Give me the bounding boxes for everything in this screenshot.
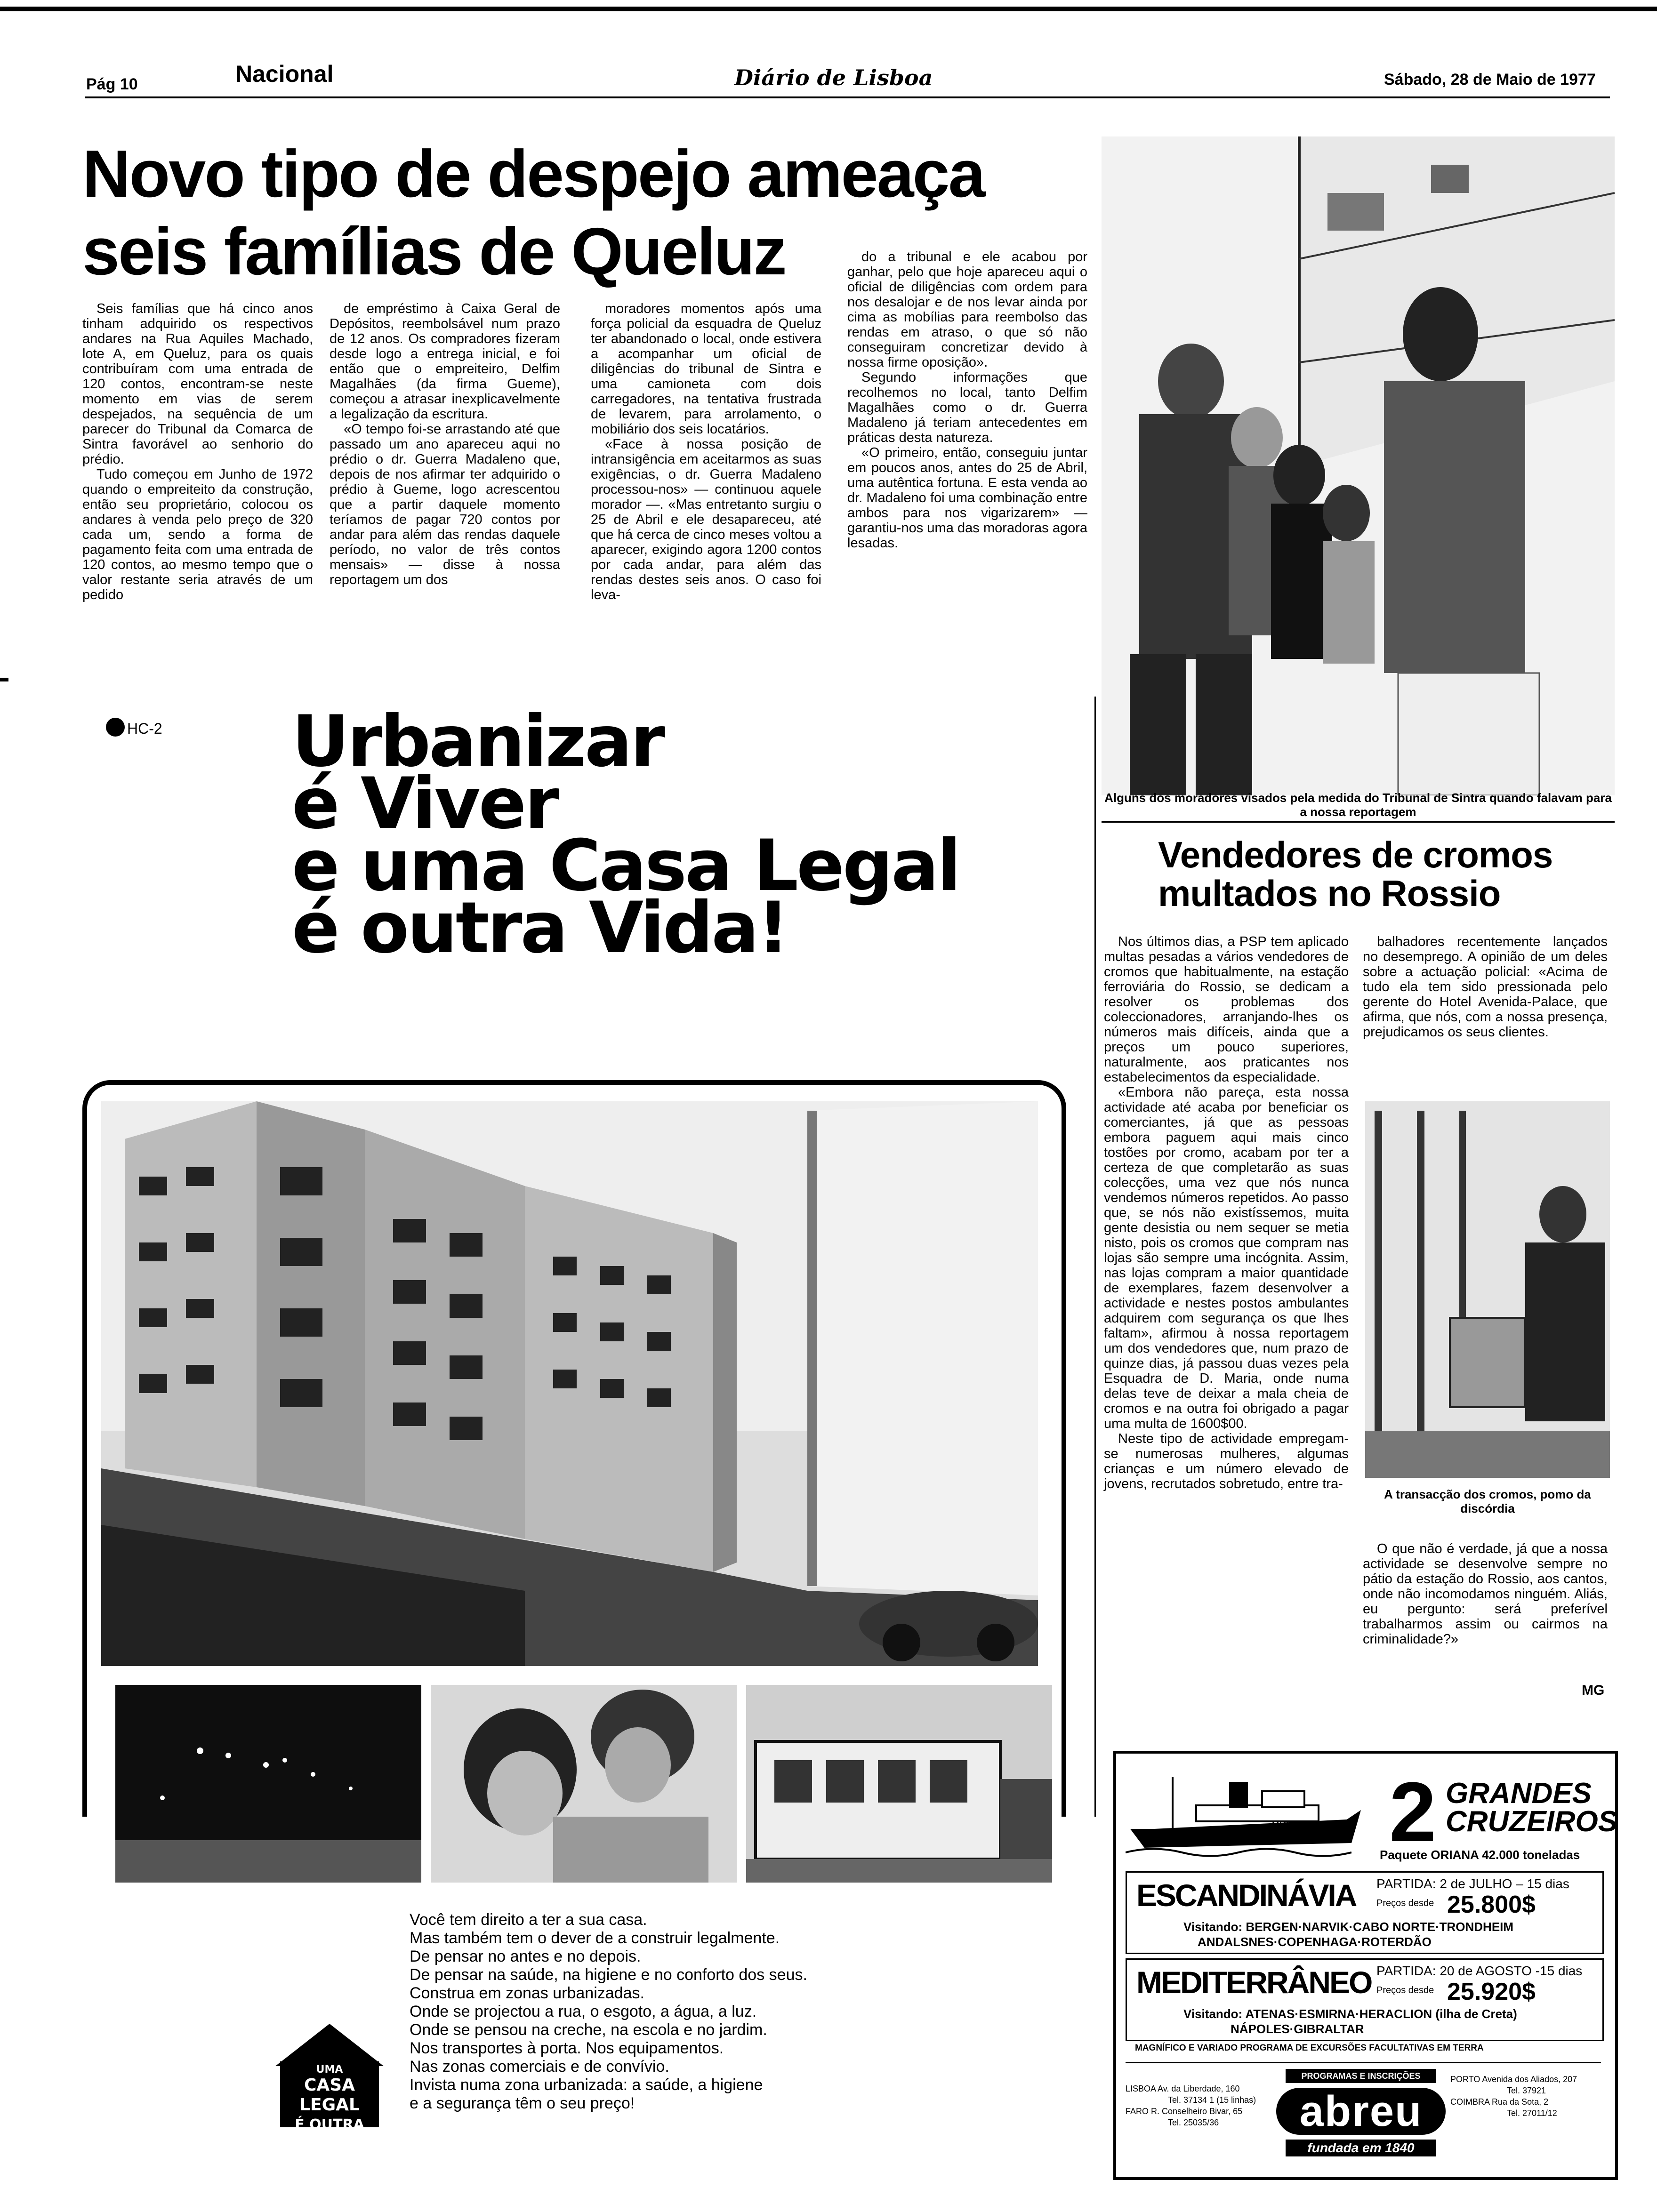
ad-headline-line: e uma Casa Legal xyxy=(292,825,959,907)
margin-mark xyxy=(0,678,8,681)
route-name: MEDITERRÂNEO xyxy=(1136,1965,1372,2000)
casa-legal-text xyxy=(280,2061,379,2153)
paragraph: Neste tipo de actividade empregam-se numerosas mulheres, algumas crianças e um número elevado de jovens, recrutados sobretudo, entre tra- xyxy=(1104,1431,1349,1491)
route-mediterranean xyxy=(1126,1958,1604,2041)
ad-body xyxy=(410,1911,1022,2113)
route-name: ESCANDINÁVIA xyxy=(1136,1878,1356,1913)
paragraph: Tudo começou em Junho de 1972 quando o empreiteito da construção, então seu proprietário, colocou os andares à venda pelo preço de 320 cada um, sendo a forma de pagamento feita com uma entrada de 120 contos, ao mesmo tempo que o valor restante seria através de um pedido xyxy=(82,467,313,602)
house-roof-icon xyxy=(275,2024,384,2066)
ad-headline-line: Urbanizar xyxy=(292,701,664,783)
cromos-photo xyxy=(1365,1101,1610,1478)
paragraph: Segundo informações que recolhemos no local, tanto Delfim Magalhães como o dr. Guerra Madaleno já teriam antecedentes em práticas desta natureza. xyxy=(847,370,1087,445)
lisboa-address xyxy=(1126,2083,1271,2128)
route-visiting: Visitando: ATENAS·ESMIRNA·HERACLION (ilha de Creta) xyxy=(1183,2007,1517,2021)
story2-rule xyxy=(1102,821,1615,823)
ship-icon xyxy=(1126,1758,1370,1857)
ship-name: ORIANA xyxy=(1271,1819,1309,1830)
paragraph: «O primeiro, então, conseguiu juntar em poucos anos, antes do 25 de Abril, uma autêntica fortuna. E esta venda ao dr. Madaleno foi uma combinação entre ambos para nos vigarizarem» — garantiu-nos uma das moradoras agora lesadas. xyxy=(847,445,1087,551)
night-street-photo xyxy=(115,1685,421,1883)
route-departure: PARTIDA: 2 de JULHO – 15 dias xyxy=(1376,1876,1569,1891)
address-line: Tel. 27011/12 xyxy=(1507,2108,1557,2118)
paragraph: do a tribunal e ele acabou por ganhar, pelo que hoje apareceu aqui o oficial de diligências com ordem para nos desalojar e de nos levar ainda por cima as mobílias para reembolso das rendas em atraso, o que só não conseguiram concretizar devido à nossa firme oposição». xyxy=(847,249,1087,370)
address-line: LISBOA Av. da Liberdade, 160 xyxy=(1126,2084,1240,2093)
story1-column-3 xyxy=(591,301,821,602)
page-number: Pág 10 xyxy=(86,75,138,93)
ad-body-line: De pensar na saúde, na higiene e no conforto dos seus. xyxy=(410,1966,807,1984)
route-scandinavia xyxy=(1126,1871,1604,1954)
buildings-photo xyxy=(101,1101,1038,1666)
tram-photo xyxy=(746,1685,1052,1883)
ad-body-line: Invista numa zona urbanizada: a saúde, a higiene xyxy=(410,2076,763,2094)
address-line: PORTO Avenida dos Aliados, 207 xyxy=(1450,2075,1577,2084)
story1-photo-caption: Alguns dos moradores visados pela medida do Tribunal de Sintra quando falavam para a nossa reportagem xyxy=(1104,791,1612,819)
paragraph: Nos últimos dias, a PSP tem aplicado multas pesadas a vários vendedores de cromos que habitualmente, na estação ferroviária do Rossio, se dedicam a resolver os problemas dos coleccionadores, arranjando-lhes os números mais difíceis, ainda que a preços um pouco superiores, naturalmente, aos praticantes nos estabelecimentos da especialidade. xyxy=(1104,934,1349,1085)
paragraph: Seis famílias que há cinco anos tinham adquirido os respectivos andares na Rua Aquiles Machado, lote A, em Queluz, para os quais contribuíram com uma entrada de 120 contos, encontram-se neste momento em vias de serem despejados, na sequência de um parecer do Tribunal da Comarca de Sintra favorável ao senhorio do prédio. xyxy=(82,301,313,467)
story2-headline-line: Vendedores de cromos xyxy=(1158,834,1553,875)
logo-line: É OUTRA VIDA xyxy=(295,2116,364,2153)
address-line: Tel. 25035/36 xyxy=(1168,2118,1219,2127)
route-price: 25.800$ xyxy=(1447,1891,1536,1918)
story1-column-1 xyxy=(82,301,313,602)
ad-body-line: e a segurança têm o seu preço! xyxy=(410,2094,635,2112)
paragraph: «Embora não pareça, esta nossa actividade até acaba por beneficiar os comerciantes, já que as pessoas embora paguem aqui mais cinco tostões por cromo, acabam por ter a certeza de que completarão as suas colecções, uma vez que nós nunca vendemos números repetidos. Ao passo que, se nós não existíssemos, muita gente desistia ou nem sequer se metia nisto, pois os cromos que compram nas lojas são sempre uma incógnita. Assim, nas lojas compram a maior quantidade de exemplares, fazem desenvolver a actividade e nestes postos ambulantes adquirem com segurança os que lhes faltam», afirmou à nossa reportagem um dos vendedores que, num prazo de quinze dias, já passou duas vezes pela Esquadra de D. Maria, onde numa delas teve de deixar a mala cheia de cromos e na outra foi obrigado a pagar uma multa de 1600$00. xyxy=(1104,1085,1349,1431)
price-label: Preços desde xyxy=(1376,1985,1434,1996)
story2-headline-line: multados no Rossio xyxy=(1158,873,1501,914)
route-departure: PARTIDA: 20 de AGOSTO -15 dias xyxy=(1376,1964,1583,1978)
story2-column-2-continued xyxy=(1363,1541,1608,1647)
ship-line: Paquete ORIANA 42.000 toneladas xyxy=(1380,1848,1580,1862)
residents-photo xyxy=(1102,136,1615,795)
story2-column-2 xyxy=(1363,934,1608,1040)
column-rule xyxy=(1094,697,1096,1817)
paragraph: balhadores recentemente lançados no desemprego. A opinião de um deles sobre a actuação policial: «Acima de tudo ela tem sido pressionada pelo gerente do Hotel Avenida-Palace, que afirma, que nós, com a nossa presença, prejudicamos os seus clientes. xyxy=(1363,934,1608,1040)
children-photo xyxy=(431,1685,737,1883)
address-line: Tel. 37134 1 (15 linhas) xyxy=(1168,2095,1256,2105)
paragraph: O que não é verdade, já que a nossa actividade se desenvolve sempre no pátio da estação do Rossio, aos cantos, onde não incomodamos ninguém. Aliás, eu pergunto: será preferível trabalharmos assim ou cairmos na criminalidade?» xyxy=(1363,1541,1608,1647)
story1-headline-line2: seis famílias de Queluz xyxy=(82,214,786,289)
byline: MG xyxy=(1582,1683,1605,1698)
ad-body-line: Nas zonas comerciais e de convívio. xyxy=(410,2058,669,2076)
address-line: FARO R. Conselheiro Bivar, 65 xyxy=(1126,2107,1243,2116)
residents-photo-drawing xyxy=(1102,136,1615,795)
logo-line: UMA xyxy=(316,2064,343,2076)
address-line: Tel. 37921 xyxy=(1507,2086,1546,2095)
paragraph: moradores momentos após uma força policial da esquadra de Queluz ter abandonado o local, onde estivera a acompanhar um oficial de diligências do tribunal de Sintra e uma camioneta com dois carregadores, na tentativa frustrada de levarem, para arrolamento, o mobiliário dos seis locatários. xyxy=(591,301,821,437)
route-visiting: ANDALSNES·COPENHAGA·ROTERDÃO xyxy=(1198,1935,1432,1949)
programs-banner: PROGRAMAS E INSCRIÇÕES xyxy=(1286,2069,1436,2083)
agency-founded: fundada em 1840 xyxy=(1286,2140,1436,2156)
casa-legal-logo xyxy=(275,2024,384,2153)
top-rule xyxy=(0,7,1657,11)
ad-body-line: Construa em zonas urbanizadas. xyxy=(410,1984,644,2002)
story2-photo-caption: A transacção dos cromos, pomo da discórdia xyxy=(1384,1487,1591,1515)
section-title: Nacional xyxy=(235,61,334,87)
paragraph: «Face à nossa posição de intransigência em aceitarmos as suas exigências, o dr. Guerra Madaleno processou-nos» — continuou aquele morador —. «Mas entretanto surgiu o 25 de Abril e ele desapareceu, até que há cerca de cinco meses voltou a aparecer, exigindo agora 1200 contos por cada andar, para além das rendas destes seis anos. O caso foi leva- xyxy=(591,437,821,602)
ad-body-line: Onde se projectou a rua, o esgoto, a água, a luz. xyxy=(410,2003,757,2020)
ad-code: HC-2 xyxy=(127,720,162,737)
tram-drawing xyxy=(746,1685,1052,1883)
cruise-rule xyxy=(1126,2062,1601,2063)
masthead-rule xyxy=(85,96,1610,98)
story1-headline-line1: Novo tipo de despejo ameaça xyxy=(82,136,984,211)
cruise-title xyxy=(1446,1779,1617,1836)
paragraph: «O tempo foi-se arrastando até que passado um ano apareceu aqui no prédio o dr. Guerra Madaleno que, depois de nos afirmar ter adquirido o prédio à Gueme, logo acrescentou que a partir daquele momento teríamos de pagar 720 contos por andar para além das rendas daquele período, no valor de três contos mensais» — disse à nossa reportagem um dos xyxy=(330,422,560,587)
address-line: COIMBRA Rua da Sota, 2 xyxy=(1450,2097,1549,2107)
ad-body-line: Onde se pensou na creche, na escola e no jardim. xyxy=(410,2021,767,2039)
logo-line: CASA LEGAL xyxy=(299,2076,360,2115)
story1-column-4 xyxy=(847,249,1087,551)
cruise-title-line: CRUZEIROS xyxy=(1446,1805,1618,1838)
ad-body-line: Mas também tem o dever de a construir legalmente. xyxy=(410,1929,780,1947)
ad-body-line: De pensar no antes e no depois. xyxy=(410,1948,641,1965)
children-drawing xyxy=(431,1685,737,1883)
ad-headline-line: é outra Vida! xyxy=(292,887,788,969)
cruise-title-line: GRANDES xyxy=(1446,1777,1592,1810)
night-street-drawing xyxy=(115,1685,421,1883)
issue-date: Sábado, 28 de Maio de 1977 xyxy=(1384,71,1596,88)
route-visiting: Visitando: BERGEN·NARVIK·CABO NORTE·TRONDHEIM xyxy=(1183,1920,1514,1934)
ad-body-line: Você tem direito a ter a sua casa. xyxy=(410,1911,647,1929)
story1-column-2 xyxy=(330,301,560,587)
ad-headline xyxy=(292,701,959,969)
cruise-number: 2 xyxy=(1389,1765,1437,1859)
agency-logo: abreu xyxy=(1276,2088,1446,2135)
cromos-drawing xyxy=(1365,1101,1610,1478)
paragraph: de empréstimo à Caixa Geral de Depósitos, reembolsável num prazo de 12 anos. Os compradores fizeram desde logo a entrega inicial, e foi então que o empreiteiro, Delfim Magalhães (da firma Gueme), começou a atrasar inexplicavelmente a legalização da escritura. xyxy=(330,301,560,422)
story2-headline xyxy=(1158,835,1552,913)
porto-address xyxy=(1450,2074,1606,2119)
ad-body-line: Nos transportes à porta. Nos equipamentos. xyxy=(410,2039,724,2057)
story2-column-1 xyxy=(1104,934,1349,1491)
buildings-photo-drawing xyxy=(101,1101,1038,1666)
cruise-ad xyxy=(1113,1751,1618,2180)
paper-title: Diário de Lisboa xyxy=(734,65,933,90)
price-label: Preços desde xyxy=(1376,1898,1434,1908)
route-visiting: NÁPOLES·GIBRALTAR xyxy=(1231,2022,1364,2036)
ad-logo-icon xyxy=(106,718,125,737)
excursions-note: MAGNÍFICO E VARIADO PROGRAMA DE EXCURSÕES FACULTATIVAS EM TERRA xyxy=(1135,2043,1484,2053)
route-price: 25.920$ xyxy=(1447,1978,1536,2005)
ad-headline-line: é Viver xyxy=(292,763,558,845)
